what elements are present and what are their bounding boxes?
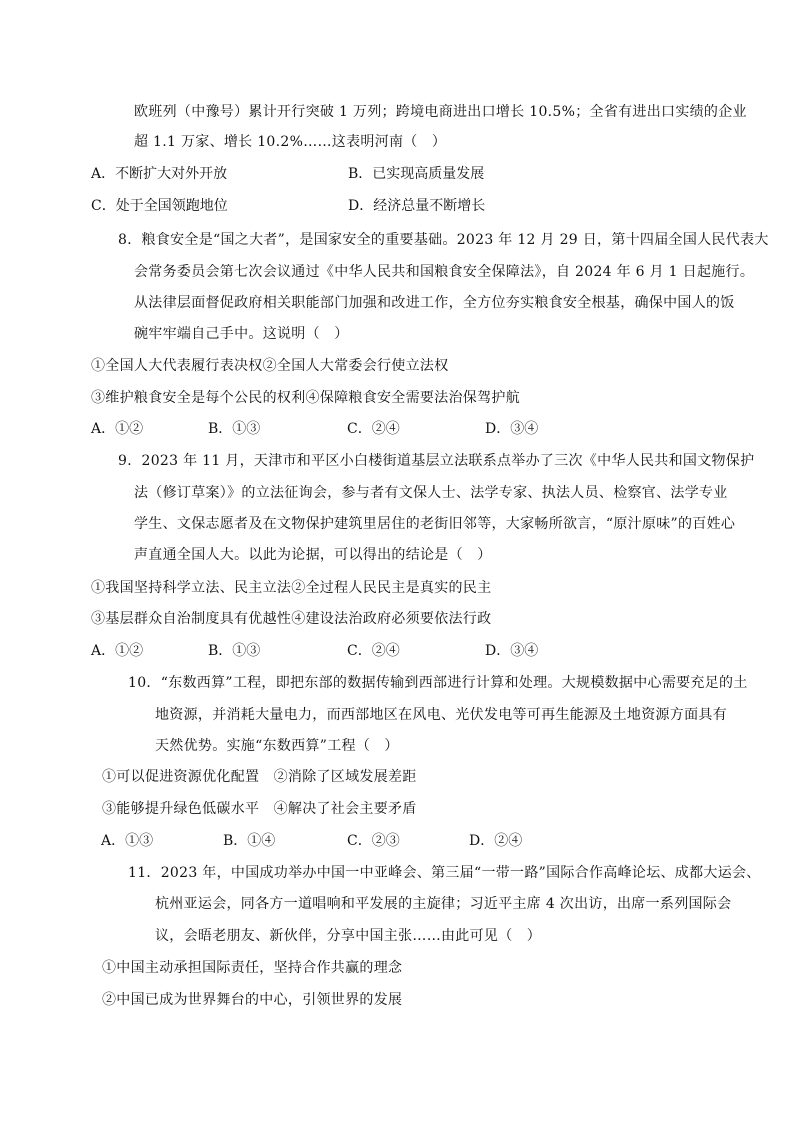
q7-stem-line-1: 欧班列（中豫号）累计开行突破 1 万列；跨境电商进出口增长 10.5%；全省有进出口实绩的企业 bbox=[134, 104, 747, 120]
q7-option-b: B．已实现高质量发展 bbox=[348, 166, 485, 182]
q8-statement-2: ③维护粮食安全是每个公民的权利④保障粮食安全需要法治保驾护航 bbox=[91, 390, 520, 406]
q7-stem-line-2: 超 1.1 万家、增长 10.2%……这表明河南（ ） bbox=[134, 134, 447, 150]
q9-stem-line-1: 9．2023 年 11 月，天津市和平区小白楼街道基层立法联系点举办了三次《中华人民共和国文物保护 bbox=[118, 453, 755, 469]
q11-stem-line-2: 杭州亚运会，同各方一道唱响和平发展的主旋律；习近平主席 4 次出访，出席一系列国际会 bbox=[155, 896, 732, 912]
q7-option-c: C．处于全国领跑地位 bbox=[91, 198, 228, 214]
q10-stem-line-2: 地资源，并消耗大量电力，而西部地区在风电、光伏发电等可再生能源及土地资源方面具有 bbox=[155, 707, 727, 723]
q8-option-c: C．②④ bbox=[347, 421, 400, 437]
q8-stem-line-4: 碗牢牢端自己手中。这说明（ ） bbox=[134, 326, 349, 342]
q8-option-d: D．③④ bbox=[485, 421, 539, 437]
q10-option-c: C．②③ bbox=[347, 833, 400, 849]
q10-stem-line-3: 天然优势。实施“东数西算”工程（ ） bbox=[155, 738, 399, 754]
q9-option-d: D．③④ bbox=[485, 643, 539, 659]
q11-stem-line-3: 议，会晤老朋友、新伙伴，分享中国主张……由此可见（ ） bbox=[155, 928, 542, 944]
q10-statement-1: ①可以促进资源优化配置 ②消除了区域发展差距 bbox=[102, 769, 417, 785]
q9-stem-line-3: 学生、文保志愿者及在文物保护建筑里居住的老街旧邻等，大家畅所欲言，“原汁原味”的百姓心 bbox=[134, 516, 736, 532]
q9-option-a: A．①② bbox=[91, 643, 144, 659]
q9-option-b: B．①③ bbox=[208, 643, 261, 659]
q11-statement-2: ②中国已成为世界舞台的中心，引领世界的发展 bbox=[102, 992, 403, 1008]
q10-option-b: B．①④ bbox=[223, 833, 276, 849]
q11-stem-line-1: 11．2023 年，中国成功举办中国一中亚峰会、第三届“一带一路”国际合作高峰论坛、成都大运会、 bbox=[128, 865, 761, 881]
q10-statement-2: ③能够提升绿色低碳水平 ④解决了社会主要矛盾 bbox=[102, 801, 417, 817]
q10-option-a: A．①③ bbox=[101, 833, 154, 849]
q8-stem-line-2: 会常务委员会第七次会议通过《中华人民共和国粮食安全保障法》，自 2024 年 6 月 1 日起施行。 bbox=[134, 264, 755, 280]
q8-option-a: A．①② bbox=[91, 421, 144, 437]
q7-option-d: D．经济总量不断增长 bbox=[348, 198, 486, 214]
q8-statement-1: ①全国人大代表履行表决权②全国人大常委会行使立法权 bbox=[91, 358, 449, 374]
q9-stem-line-4: 声直通全国人大。以此为论据，可以得出的结论是（ ） bbox=[134, 547, 492, 563]
q10-stem-line-1: 10．“东数西算”工程，即把东部的数据传输到西部进行计算和处理。大规模数据中心需要充足的土 bbox=[128, 675, 748, 691]
q8-stem-line-1: 8．粮食安全是“国之大者”，是国家安全的重要基础。2023 年 12 月 29 日，第十四届全国人民代表大 bbox=[118, 232, 769, 248]
q11-statement-1: ①中国主动承担国际责任，坚持合作共赢的理念 bbox=[102, 960, 403, 976]
q9-statement-2: ③基层群众自治制度具有优越性④建设法治政府必须要依法行政 bbox=[91, 611, 492, 627]
q9-stem-line-2: 法（修订草案）》的立法征询会，参与者有文保人士、法学专家、执法人员、检察官、法学专业 bbox=[134, 485, 728, 501]
q10-option-d: D．②④ bbox=[469, 833, 523, 849]
q9-statement-1: ①我国坚持科学立法、民主立法②全过程人民民主是真实的民主 bbox=[91, 580, 492, 596]
q9-option-c: C．②④ bbox=[347, 643, 400, 659]
q7-option-a: A．不断扩大对外开放 bbox=[91, 166, 228, 182]
q8-option-b: B．①③ bbox=[208, 421, 261, 437]
q8-stem-line-3: 从法律层面督促政府相关职能部门加强和改进工作，全方位夯实粮食安全根基，确保中国人的饭 bbox=[134, 295, 735, 311]
